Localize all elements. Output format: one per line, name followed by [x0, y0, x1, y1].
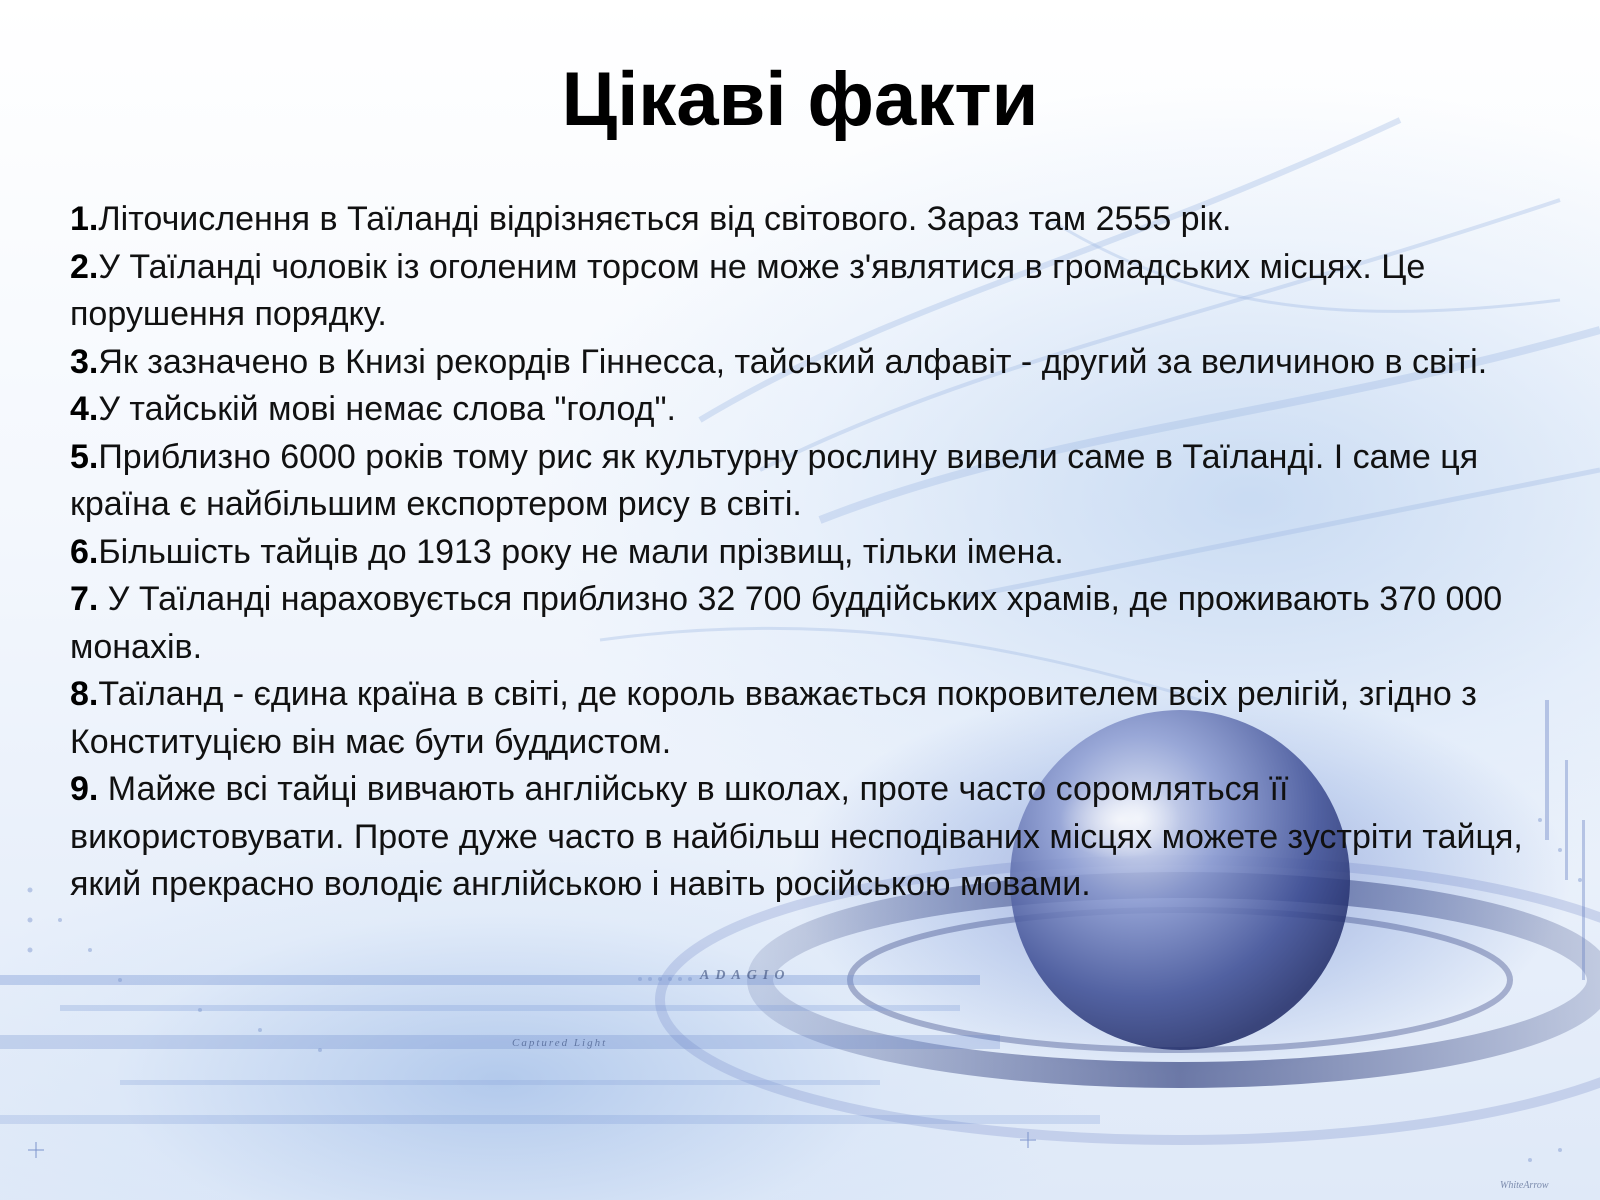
fact-text: У Таїланді нараховується приблизно 32 700 буддійських храмів, де проживають 370 000 монахів. [70, 580, 1503, 666]
watermark-captured-light: Captured Light [512, 1037, 608, 1049]
fact-number: 2. [70, 247, 99, 286]
fact-number: 4. [70, 390, 99, 428]
fact-number: 9. [70, 770, 99, 808]
fact-number: 1. [70, 200, 99, 238]
fact-item-3 [70, 339, 1530, 387]
fact-text: Більшість тайців до 1913 року не мали прізвищ, тільки імена. [98, 532, 1064, 571]
fact-item-4 [70, 386, 1530, 434]
fact-text: Як зазначено в Книзі рекордів Гіннесса, тайський алфавіт - другий за величиною в світі. [98, 342, 1488, 381]
fact-number: 3. [70, 342, 99, 381]
slide-title: Цікаві факти [561, 57, 1039, 142]
watermark-signature: WhiteArrow [1500, 1180, 1549, 1191]
facts-list [70, 196, 1530, 909]
fact-number: 7. [70, 580, 99, 618]
fact-item-7 [70, 576, 1530, 671]
fact-number: 6. [70, 532, 99, 571]
fact-item-6 [70, 529, 1530, 577]
watermark-adagio: ADAGIO [700, 968, 791, 983]
fact-text: Літочислення в Таїланді відрізняється від світового. Зараз там 2555 рік. [98, 200, 1232, 238]
fact-item-1 [70, 196, 1530, 244]
fact-text: Таїланд - єдина країна в світі, де король вважається покровителем всіх релігій, згідно з Конституцією він має бути буддистом. [70, 675, 1477, 761]
fact-text: Приблизно 6000 років тому рис як культурну рослину вивели саме в Таїланді. І саме ця країна є найбільшим експортером рису в світі. [70, 437, 1479, 523]
crosshair-marks [28, 1132, 1036, 1158]
fact-item-8 [70, 671, 1530, 766]
fact-text: Майже всі тайці вивчають англійську в школах, проте часто соромляться її використовувати. Проте дуже часто в найбільш несподіваних місцях можете зустріти тайця, який прекрасно володіє англійською і навіть російською мовами. [70, 770, 1523, 903]
fact-item-2 [70, 244, 1530, 339]
fact-text: У Таїланді чоловік із оголеним торсом не може з'являтися в громадських місцях. Це порушення порядку. [70, 247, 1426, 333]
fact-item-9 [70, 766, 1530, 909]
fact-item-5 [70, 434, 1530, 529]
fact-number: 8. [70, 675, 99, 713]
fact-number: 5. [70, 437, 99, 476]
fact-text: У тайській мові немає слова "голод". [98, 390, 676, 428]
